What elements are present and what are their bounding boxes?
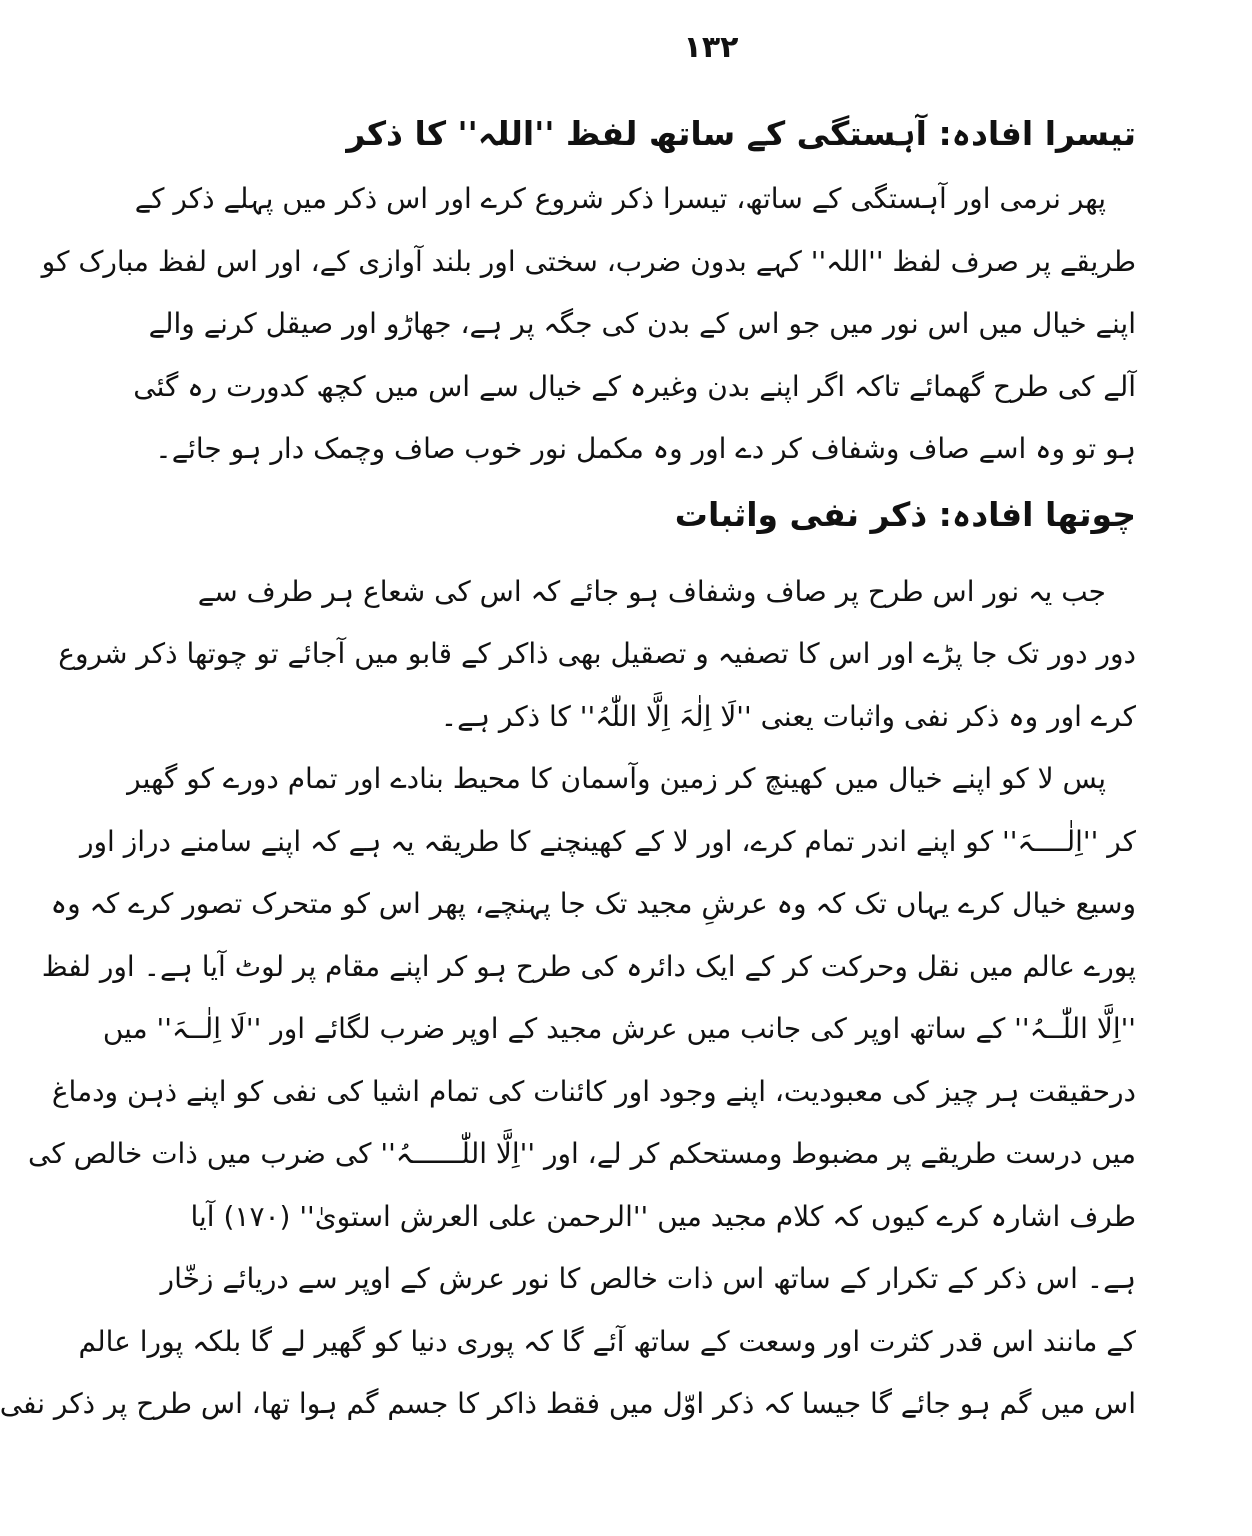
paragraph-line: دور دور تک جا پڑے اور اس کا تصفیہ و تصقیل بھی ذاکر کے قابو میں آجائے تو چوتھا ذکر شروع (58, 637, 1136, 670)
paragraph-line: طریقے پر صرف لفظ ''اللہ'' کہے بدون ضرب، سختی اور بلند آوازی کے، اور اس لفظ مبارک کو (41, 244, 1136, 278)
paragraph-third-ifada (41, 168, 1136, 481)
paragraph-line: اپنے خیال میں اس نور میں جو اس کے بدن کی جگہ پر ہے، جھاڑو اور صیقل کرنے والے (148, 307, 1136, 340)
paragraph-line: پھر نرمی اور آہستگی کے ساتھ، تیسرا ذکر شروع کرے اور اس ذکر میں پہلے ذکر کے (134, 182, 1106, 215)
paragraph-line: کر ''اِلٰــــہَ'' کو اپنے اندر تمام کرے، اور لا کے کھینچنے کا طریقہ یہ ہے کہ اپنے سامنے دراز اور (80, 824, 1136, 858)
paragraph-line: وسیع خیال کرے یہاں تک کہ وہ عرشِ مجید تک جا پہنچے، پھر اس کو متحرک تصور کرے کہ وہ (50, 887, 1136, 920)
paragraph-line: درحقیقت ہر چیز کی معبودیت، اپنے وجود اور کائنات کی تمام اشیا کی نفی کو اپنے ذہن ودماغ (51, 1074, 1136, 1108)
paragraph-line: آلے کی طرح گھمائے تاکہ اگر اپنے بدن وغیرہ کے خیال سے اس میں کچھ کدورت رہ گئی (133, 369, 1136, 403)
paragraph-fourth-ifada-2 (0, 748, 1136, 1436)
paragraph-line: جب یہ نور اس طرح پر صاف وشفاف ہو جائے کہ اس کی شعاع ہر طرف سے (197, 574, 1106, 608)
paragraph-line: پورے عالم میں نقل وحرکت کر کے ایک دائرہ کی طرح ہو کر اپنے مقام پر لوٹ آیا ہے۔ اور لفظ (41, 949, 1136, 983)
paragraph-line: پس لا کو اپنے خیال میں کھینچ کر زمین وآسمان کا محیط بنادے اور تمام دورے کو گھیر (127, 762, 1106, 795)
page-number: ۱۳۲ (683, 30, 739, 65)
section-heading-third-ifada: تیسرا افادہ: آہستگی کے ساتھ لفظ ''اللہ'' کا ذکر (346, 114, 1136, 153)
paragraph-line: ''اِلَّا اللّٰــہُ'' کے ساتھ اوپر کی جانب میں عرش مجید کے اوپر ضرب لگائے اور ''لَا اِلٰــہَ'' میں (102, 1012, 1136, 1045)
paragraph-line: ہو تو وہ اسے صاف وشفاف کر دے اور وہ مکمل نور خوب صاف وچمک دار ہو جائے۔ (155, 432, 1136, 465)
section-heading-fourth-ifada: چوتھا افادہ: ذکر نفی واثبات (674, 494, 1136, 534)
paragraph-line: میں درست طریقے پر مضبوط ومستحکم کر لے، اور ''اِلَّا اللّٰــــــہُ'' کی ضرب میں ذات خالص کی (28, 1137, 1136, 1170)
paragraph-line: ہے۔ اس ذکر کے تکرار کے ساتھ اس ذات خالص کا نور عرش کے اوپر سے دریائے زخّار (160, 1262, 1136, 1295)
paragraph-line: طرف اشارہ کرے کیوں کہ کلام مجید میں ''الرحمن علی العرش استویٰ'' (۱۷۰) آیا (190, 1199, 1136, 1233)
paragraph-line: کے مانند اس قدر کثرت اور وسعت کے ساتھ آئے گا کہ پوری دنیا کو گھیر لے گا بلکہ پورا عالم (78, 1324, 1136, 1358)
paragraph-line: کرے اور وہ ذکر نفی واثبات یعنی ''لَا اِلٰہَ اِلَّا اللّٰہُ'' کا ذکر ہے۔ (440, 699, 1136, 733)
paragraph-line: اس میں گم ہو جائے گا جیسا کہ ذکر اوّل میں فقط ذاکر کا جسم گم ہوا تھا، اس طرح پر ذکر نفی (0, 1387, 1136, 1420)
paragraph-fourth-ifada-1 (58, 561, 1136, 749)
book-page (0, 30, 1136, 1510)
